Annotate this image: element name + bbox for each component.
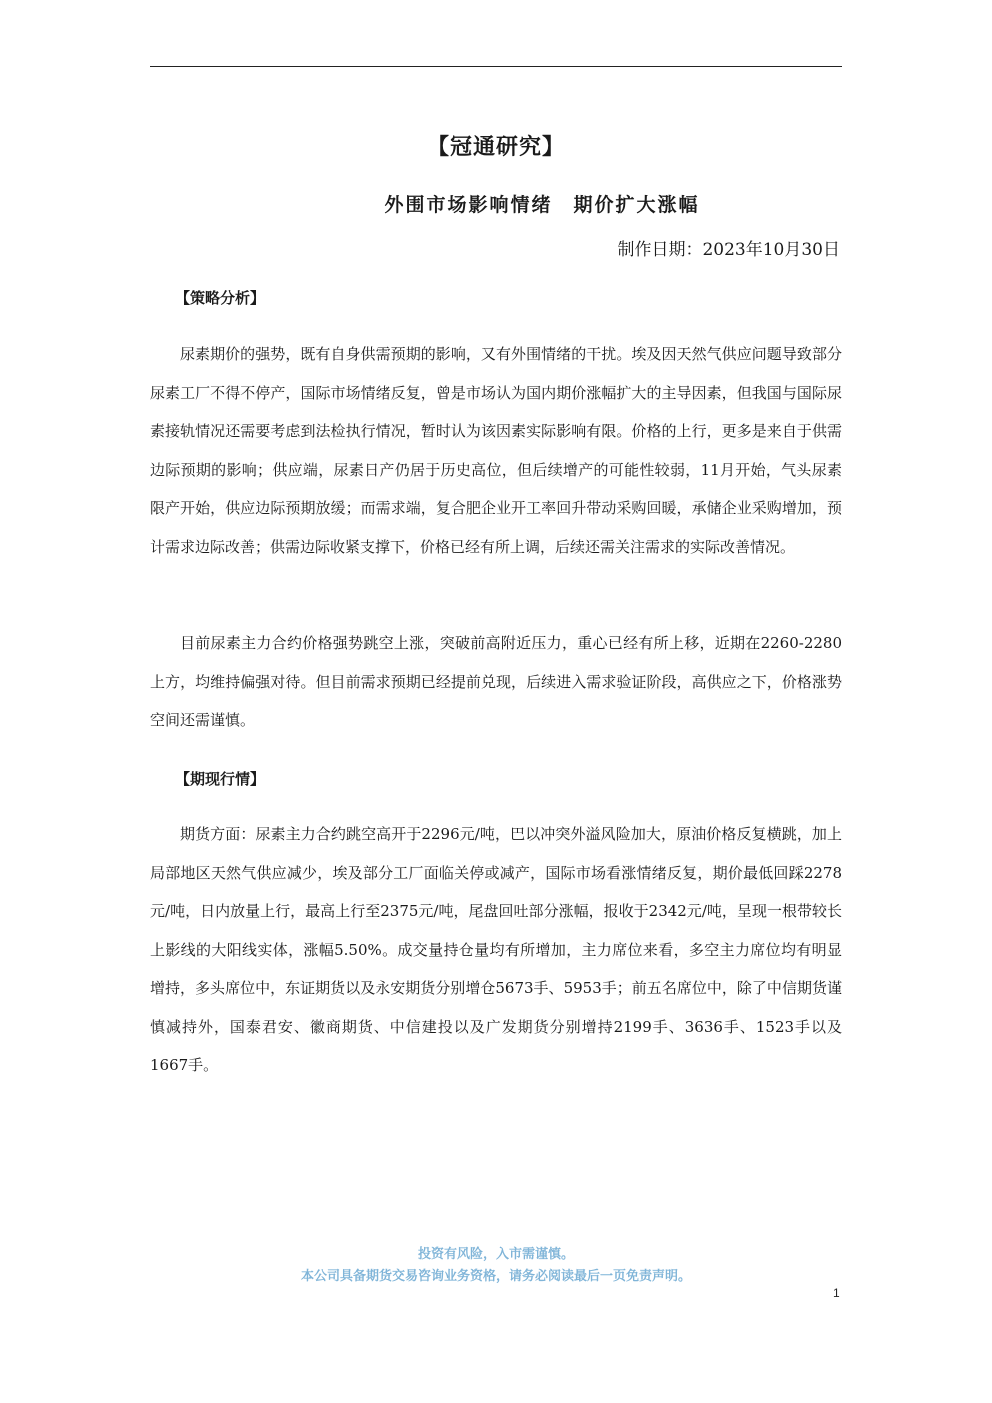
disclaimer-notice: 本公司具备期货交易咨询业务资格，请务必阅读最后一页免责声明。: [300, 1269, 691, 1284]
market-paragraph-1: 期货方面：尿素主力合约跳空高开于2296元/吨，巴以冲突外溢风险加大，原油价格反复横跳，加上局部地区天然气供应减少，埃及部分工厂面临关停或减产，国际市场看涨情绪反复，期价最低回踩2278元/吨，日内放量上行，最高上行至2375元/吨，尾盘回吐部分涨幅，报收于2342元/吨，呈现一根带较长上影线的大阳线实体，涨幅5.50%。成交量持仓量均有所增加，主力席位来看，多空主力席位均有明显增持，多头席位中，东证期货以及永安期货分别增仓5673手、5953手；前五名席位中，除了中信期货谨慎减持外，国泰君安、徽商期货、中信建投以及广发期货分别增持2199手、3636手、1523手以及1667手。: [150, 825, 842, 1074]
risk-warning: 投资有风险，入市需谨慎。: [417, 1247, 574, 1262]
section-heading-market: 【期现行情】: [175, 770, 266, 788]
report-title: 外围市场影响情绪 期价扩大涨幅: [384, 194, 700, 216]
report-date: 制作日期：2023年10月30日: [617, 240, 840, 260]
strategy-paragraph-1: 尿素期价的强势，既有自身供需预期的影响，又有外围情绪的干扰。埃及因天然气供应问题导致部分尿素工厂不得不停产，国际市场情绪反复，曾是市场认为国内期价涨幅扩大的主导因素，但我国与国际尿素接轨情况还需要考虑到法检执行情况，暂时认为该因素实际影响有限。价格的上行，更多是来自于供需边际预期的影响；供应端，尿素日产仍居于历史高位，但后续增产的可能性较弱，11月开始，气头尿素限产开始，供应边际预期放缓；而需求端，复合肥企业开工率回升带动采购回暖，承储企业采购增加，预计需求边际改善；供需边际收紧支撑下，价格已经有所上调，后续还需关注需求的实际改善情况。: [150, 345, 842, 556]
header-rule: [150, 66, 842, 67]
page-number: 1: [833, 1286, 840, 1300]
brand-heading: 【冠通研究】: [426, 135, 565, 160]
strategy-paragraph-2: 目前尿素主力合约价格强势跳空上涨，突破前高附近压力，重心已经有所上移，近期在2260-2280上方，均维持偏强对待。但目前需求预期已经提前兑现，后续进入需求验证阶段，高供应之下，价格涨势空间还需谨慎。: [150, 634, 842, 729]
section-heading-strategy: 【策略分析】: [175, 289, 266, 307]
